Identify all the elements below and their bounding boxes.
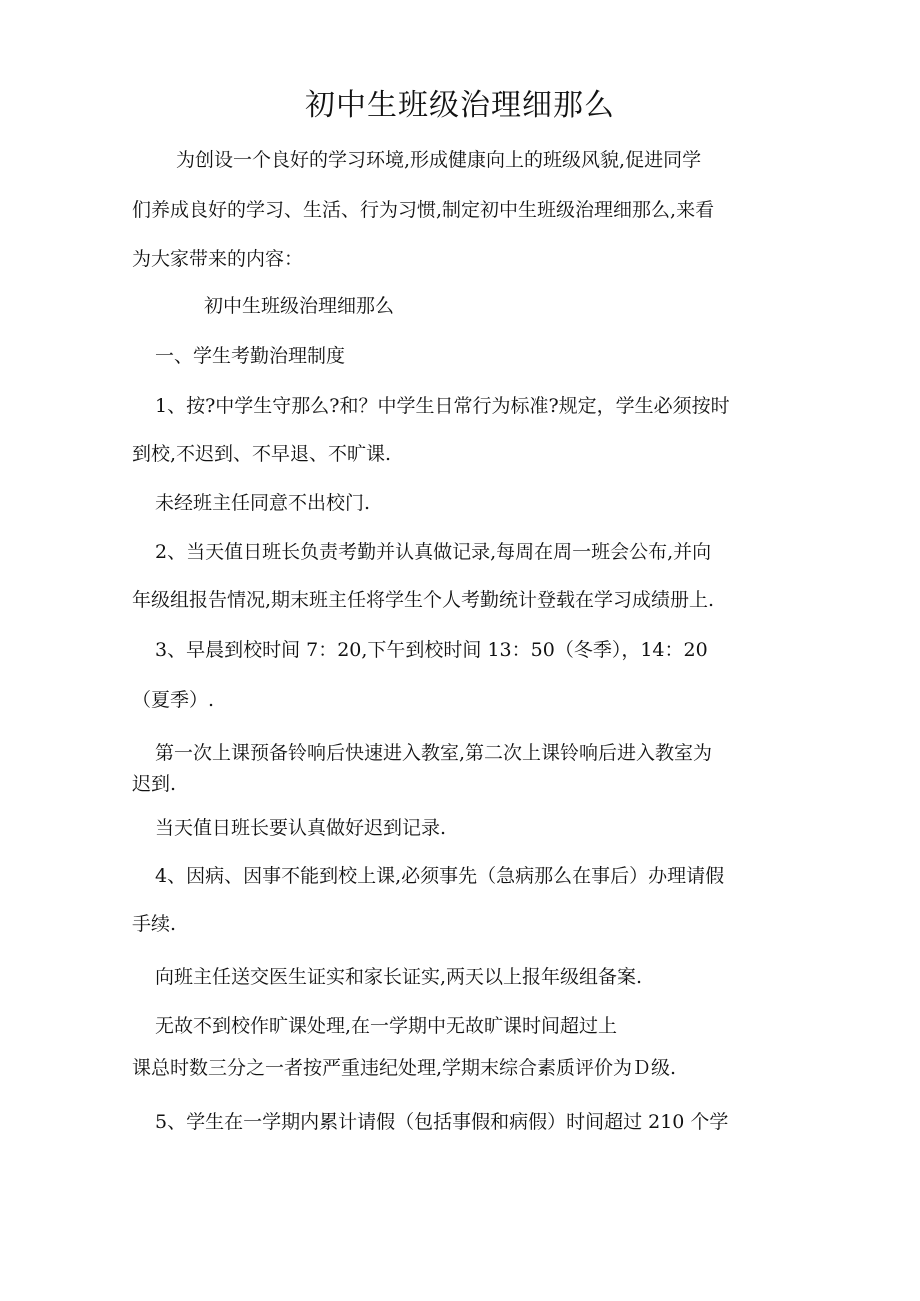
paragraph-line: 未经班主任同意不出校门. <box>155 492 371 514</box>
section-heading: 一、学生考勤治理制度 <box>155 345 346 367</box>
paragraph-line: 1、按?中学生守那么?和？中学生日常行为标准?规定，学生必须按时 <box>155 395 730 417</box>
paragraph-line: 3、早晨到校时间 7：20,下午到校时间 13：50（冬季），14：20 <box>155 639 708 661</box>
document-title: 初中生班级治理细那么 <box>305 88 615 123</box>
paragraph-line: 为大家带来的内容： <box>132 248 304 270</box>
paragraph-line: 到校,不迟到、不早退、不旷课. <box>132 443 392 465</box>
paragraph-line: 2、当天值日班长负责考勤并认真做记录,每周在周一班会公布,并向 <box>155 541 712 563</box>
paragraph-line: 年级组报告情况,期末班主任将学生个人考勤统计登载在学习成绩册上. <box>132 589 715 611</box>
paragraph-line: 迟到. <box>132 773 177 795</box>
paragraph-line: 向班主任送交医生证实和家长证实,两天以上报年级组备案. <box>155 966 643 988</box>
paragraph-line: 无故不到校作旷课处理,在一学期中无故旷课时间超过上 <box>155 1015 618 1037</box>
paragraph-line: 4、因病、因事不能到校上课,必须事先（急病那么在事后）办理请假 <box>155 865 725 887</box>
paragraph-line: 为创设一个良好的学习环境,形成健康向上的班级风貌,促进同学 <box>176 149 702 171</box>
paragraph-line: 第一次上课预备铃响后快速进入教室,第二次上课铃响后进入教室为 <box>155 742 713 764</box>
paragraph-line: 当天值日班长要认真做好迟到记录. <box>155 817 447 839</box>
paragraph-line: （夏季）. <box>132 689 215 711</box>
paragraph-line: 手续. <box>132 913 177 935</box>
paragraph-line: 们养成良好的学习、生活、行为习惯,制定初中生班级治理细那么,来看 <box>132 199 715 221</box>
section-heading: 初中生班级治理细那么 <box>204 295 395 317</box>
paragraph-line: 课总时数三分之一者按严重违纪处理,学期末综合素质评价为Ｄ级. <box>132 1057 677 1079</box>
paragraph-line: 5、学生在一学期内累计请假（包括事假和病假）时间超过 210 个学 <box>155 1111 729 1133</box>
